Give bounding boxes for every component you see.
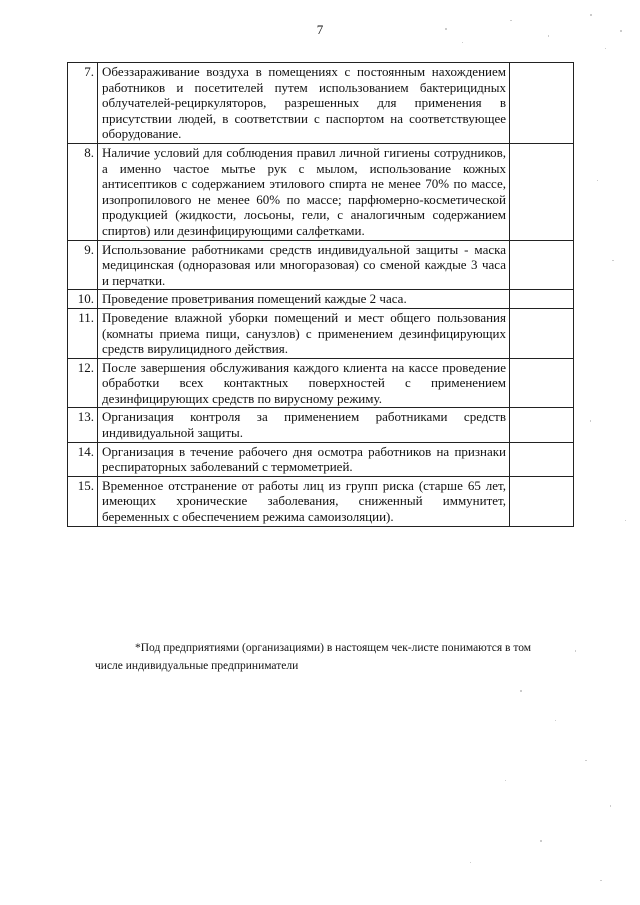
- table-row: [68, 408, 574, 442]
- footnote: [95, 639, 595, 675]
- row-text: Организация в течение рабочего дня осмотра работников на признаки респираторных заболеваний с термометрией.: [98, 442, 510, 476]
- footnote-line-1: *Под предприятиями (организациями) в настоящем чек-листе понимаются в том: [135, 642, 532, 654]
- row-mark-cell: [510, 308, 574, 358]
- row-mark-cell: [510, 143, 574, 240]
- row-mark-cell: [510, 240, 574, 290]
- row-number: 15.: [68, 476, 98, 526]
- row-number: 8.: [68, 143, 98, 240]
- checklist-table: [67, 62, 574, 527]
- row-text: После завершения обслуживания каждого клиента на кассе проведение обработки всех контактных поверхностей с применением дезинфицирующих средств по вирусному режиму.: [98, 358, 510, 408]
- row-text: Проведение влажной уборки помещений и мест общего пользования (комнаты приема пищи, санузлов) с применением дезинфицирующих средств вирулицидного действия.: [98, 308, 510, 358]
- row-text: Наличие условий для соблюдения правил личной гигиены сотрудников, а именно частое мытье рук с мылом, использование кожных антисептиков с содержанием этилового спирта не менее 70% по массе, изопропилового не менее 60% по массе; парфюмерно-косметической продукцией (жидкости, лосьоны, гели, с аналогичным содержанием спиртов) или дезинфицирующими салфетками.: [98, 143, 510, 240]
- row-number: 10.: [68, 290, 98, 309]
- row-mark-cell: [510, 442, 574, 476]
- row-number: 11.: [68, 308, 98, 358]
- row-number: 9.: [68, 240, 98, 290]
- table-row: [68, 143, 574, 240]
- page-number: 7: [316, 22, 324, 37]
- table-row: [68, 63, 574, 144]
- row-mark-cell: [510, 358, 574, 408]
- footnote-line-2: числе индивидуальные предприниматели: [95, 660, 299, 672]
- row-text: Временное отстранение от работы лиц из групп риска (старше 65 лет, имеющих хронические заболевания, сниженный иммунитет, беременных с обеспечением режима самоизоляции).: [98, 476, 510, 526]
- table-row: [68, 308, 574, 358]
- row-mark-cell: [510, 63, 574, 144]
- row-number: 12.: [68, 358, 98, 408]
- row-text: Организация контроля за применением работниками средств индивидуальной защиты.: [98, 408, 510, 442]
- table-row: [68, 358, 574, 408]
- table-row: [68, 290, 574, 309]
- row-number: 7.: [68, 63, 98, 144]
- row-number: 13.: [68, 408, 98, 442]
- row-mark-cell: [510, 408, 574, 442]
- table-row: [68, 476, 574, 526]
- row-mark-cell: [510, 290, 574, 309]
- table-row: [68, 442, 574, 476]
- row-mark-cell: [510, 476, 574, 526]
- row-text: Обеззараживание воздуха в помещениях с постоянным нахождением работников и посетителей путем использованием бактерицидных облучателей-рециркуляторов, разрешенных для применения в присутствии людей, в соответствии с паспортом на соответствующее оборудование.: [98, 63, 510, 144]
- table-row: [68, 240, 574, 290]
- row-text: Использование работниками средств индивидуальной защиты - маска медицинская (одноразовая или многоразовая) со сменой каждые 3 часа и перчатки.: [98, 240, 510, 290]
- row-number: 14.: [68, 442, 98, 476]
- row-text: Проведение проветривания помещений каждые 2 часа.: [98, 290, 510, 309]
